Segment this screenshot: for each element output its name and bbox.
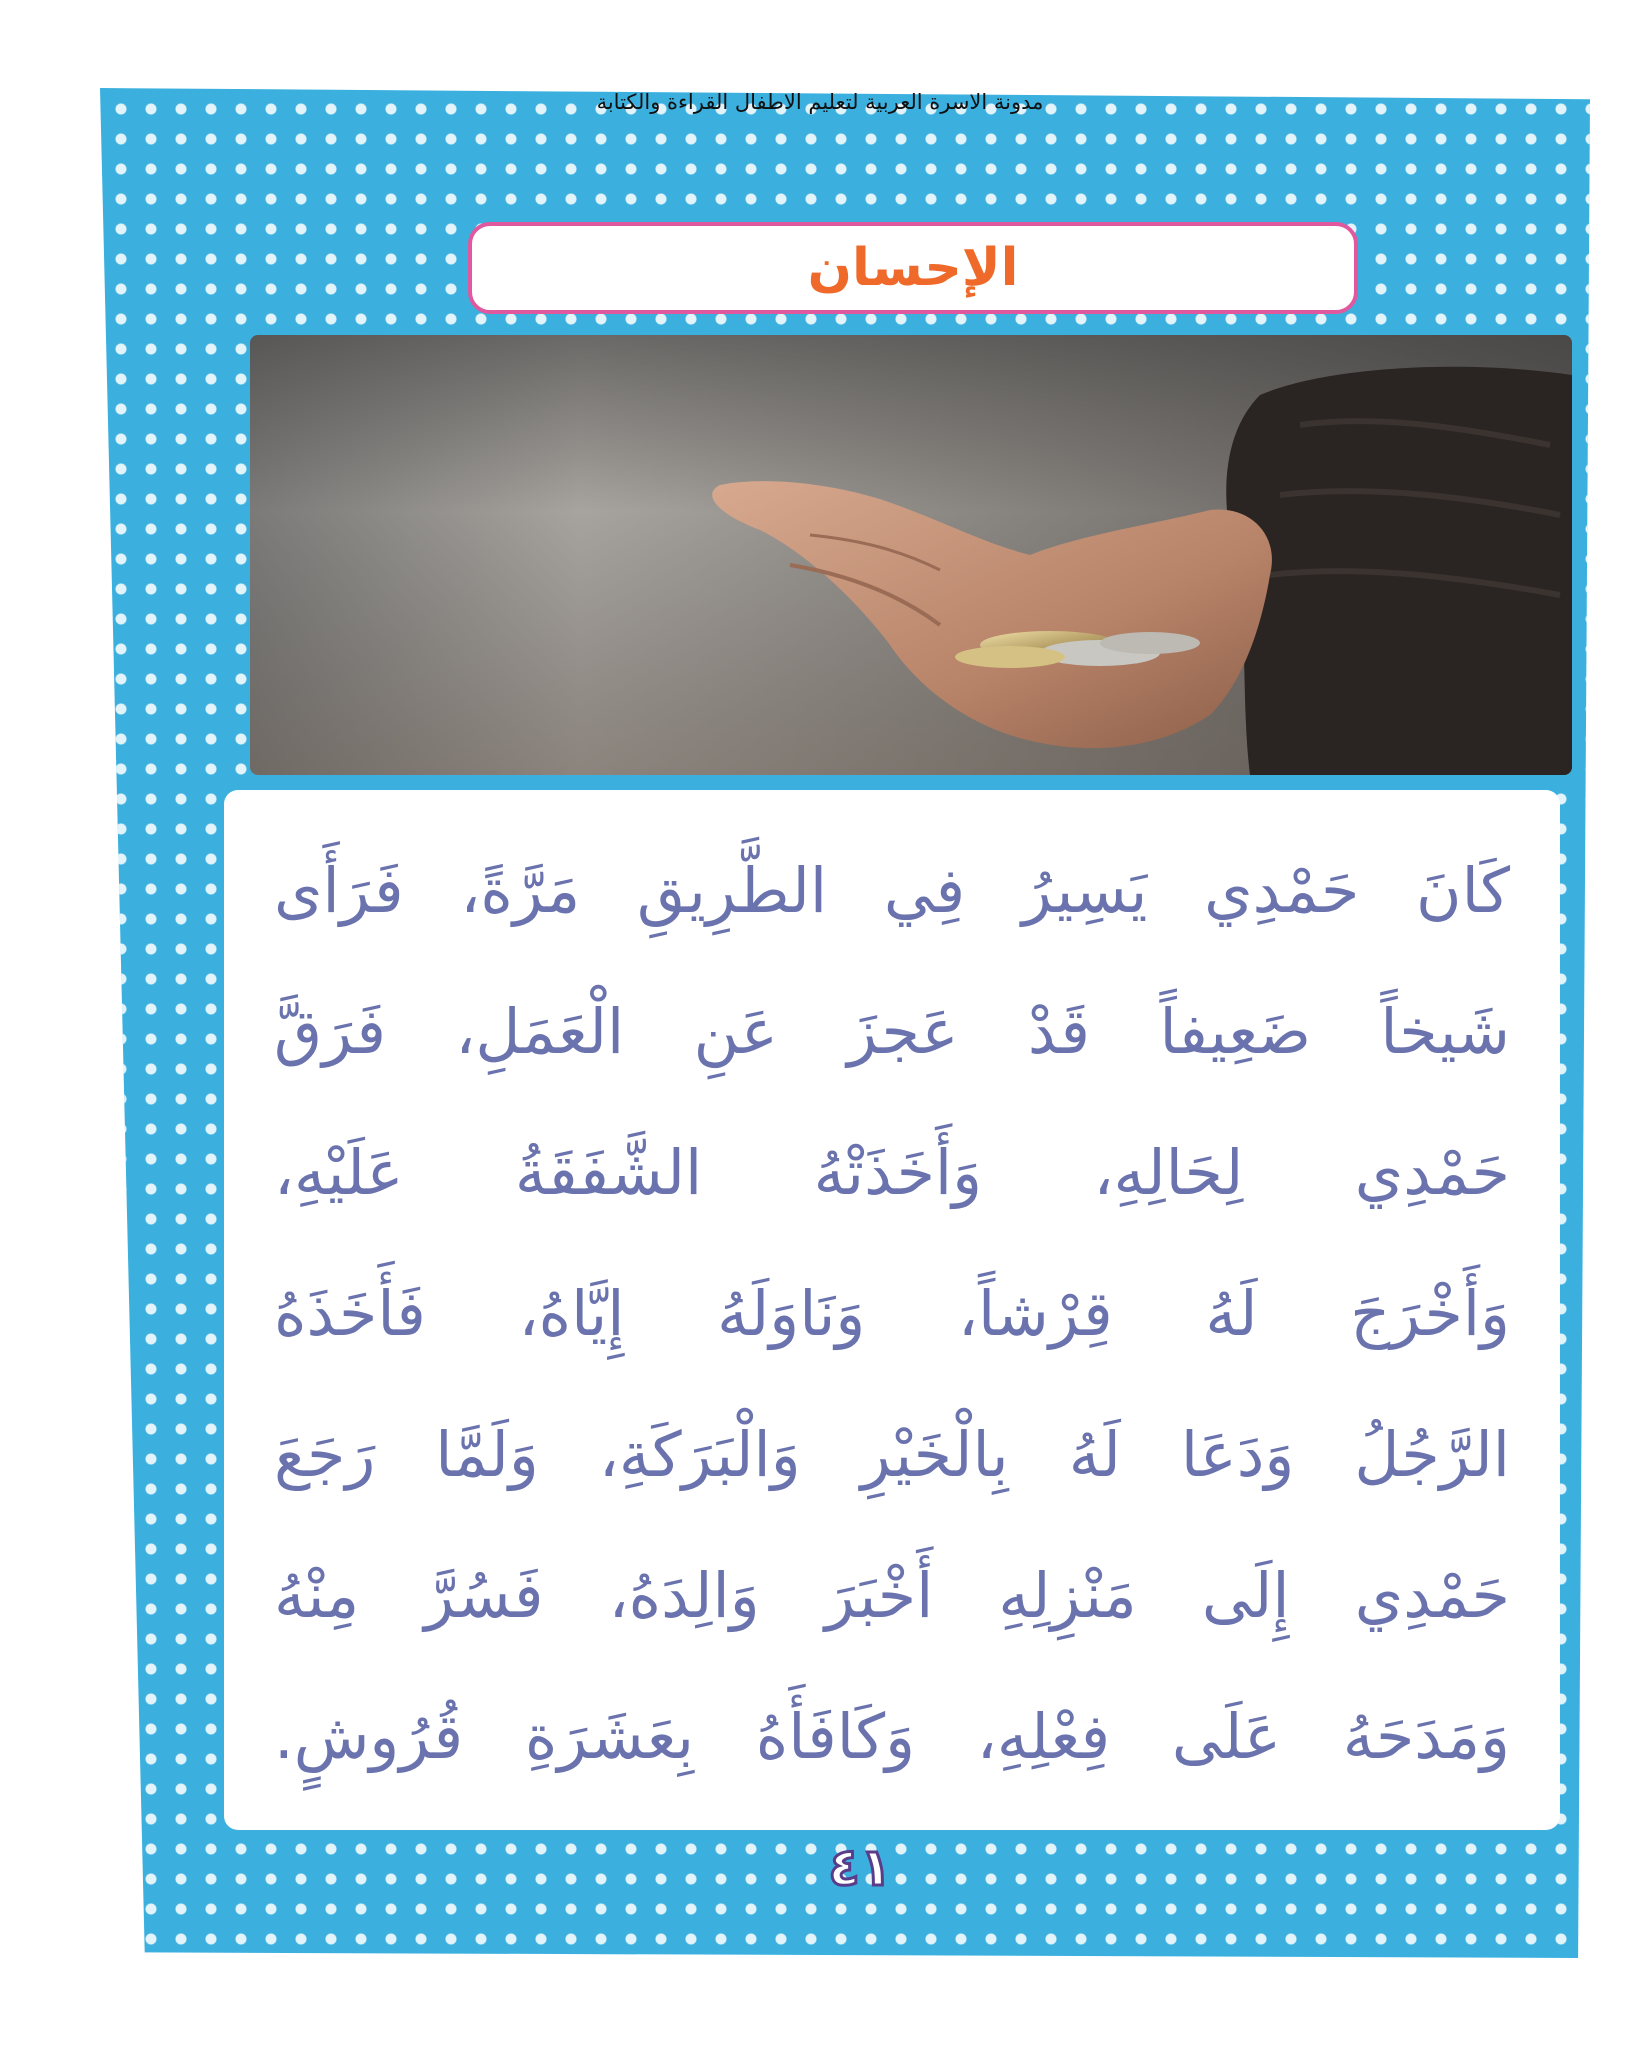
hand-with-coins-photo bbox=[250, 335, 1572, 775]
page-title: الإحسان bbox=[807, 238, 1019, 298]
page-number: ٤١ bbox=[828, 1838, 892, 1898]
story-line: شَيخاً ضَعِيفاً قَدْ عَجزَ عَنِ الْعَمَلِ، فَرَقَّ bbox=[274, 995, 1510, 1068]
story-line: حَمْدِي إِلَى مَنْزِلِهِ أَخْبَرَ وَالِدَهُ، فَسُرَّ مِنْهُ bbox=[274, 1559, 1510, 1632]
hand-with-coins-image bbox=[250, 335, 1572, 775]
title-box bbox=[468, 222, 1358, 314]
story-line: وَأَخْرَجَ لَهُ قِرْشاً، وَنَاوَلَهُ إِيَّاهُ، فَأَخَذَهُ bbox=[274, 1277, 1510, 1350]
story-line: كَانَ حَمْدِي يَسِيرُ فِي الطَّرِيقِ مَرَّةً، فَرَأَى bbox=[274, 854, 1510, 927]
story-line: وَمَدَحَهُ عَلَى فِعْلِهِ، وَكَافَأَهُ بِعَشَرَةِ قُرُوشٍ. bbox=[274, 1700, 1510, 1773]
header-caption: مدونة الاسرة العربية لتعليم الاطفال القراءة والكتابة bbox=[596, 90, 1044, 114]
story-line: الرَّجُلُ وَدَعَا لَهُ بِالْخَيْرِ وَالْبَرَكَةِ، وَلَمَّا رَجَعَ bbox=[274, 1418, 1510, 1491]
story-line: حَمْدِي لِحَالِهِ، وَأَخَذَتْهُ الشَّفَقَةُ عَلَيْهِ، bbox=[274, 1136, 1510, 1209]
story-panel bbox=[224, 790, 1560, 1830]
